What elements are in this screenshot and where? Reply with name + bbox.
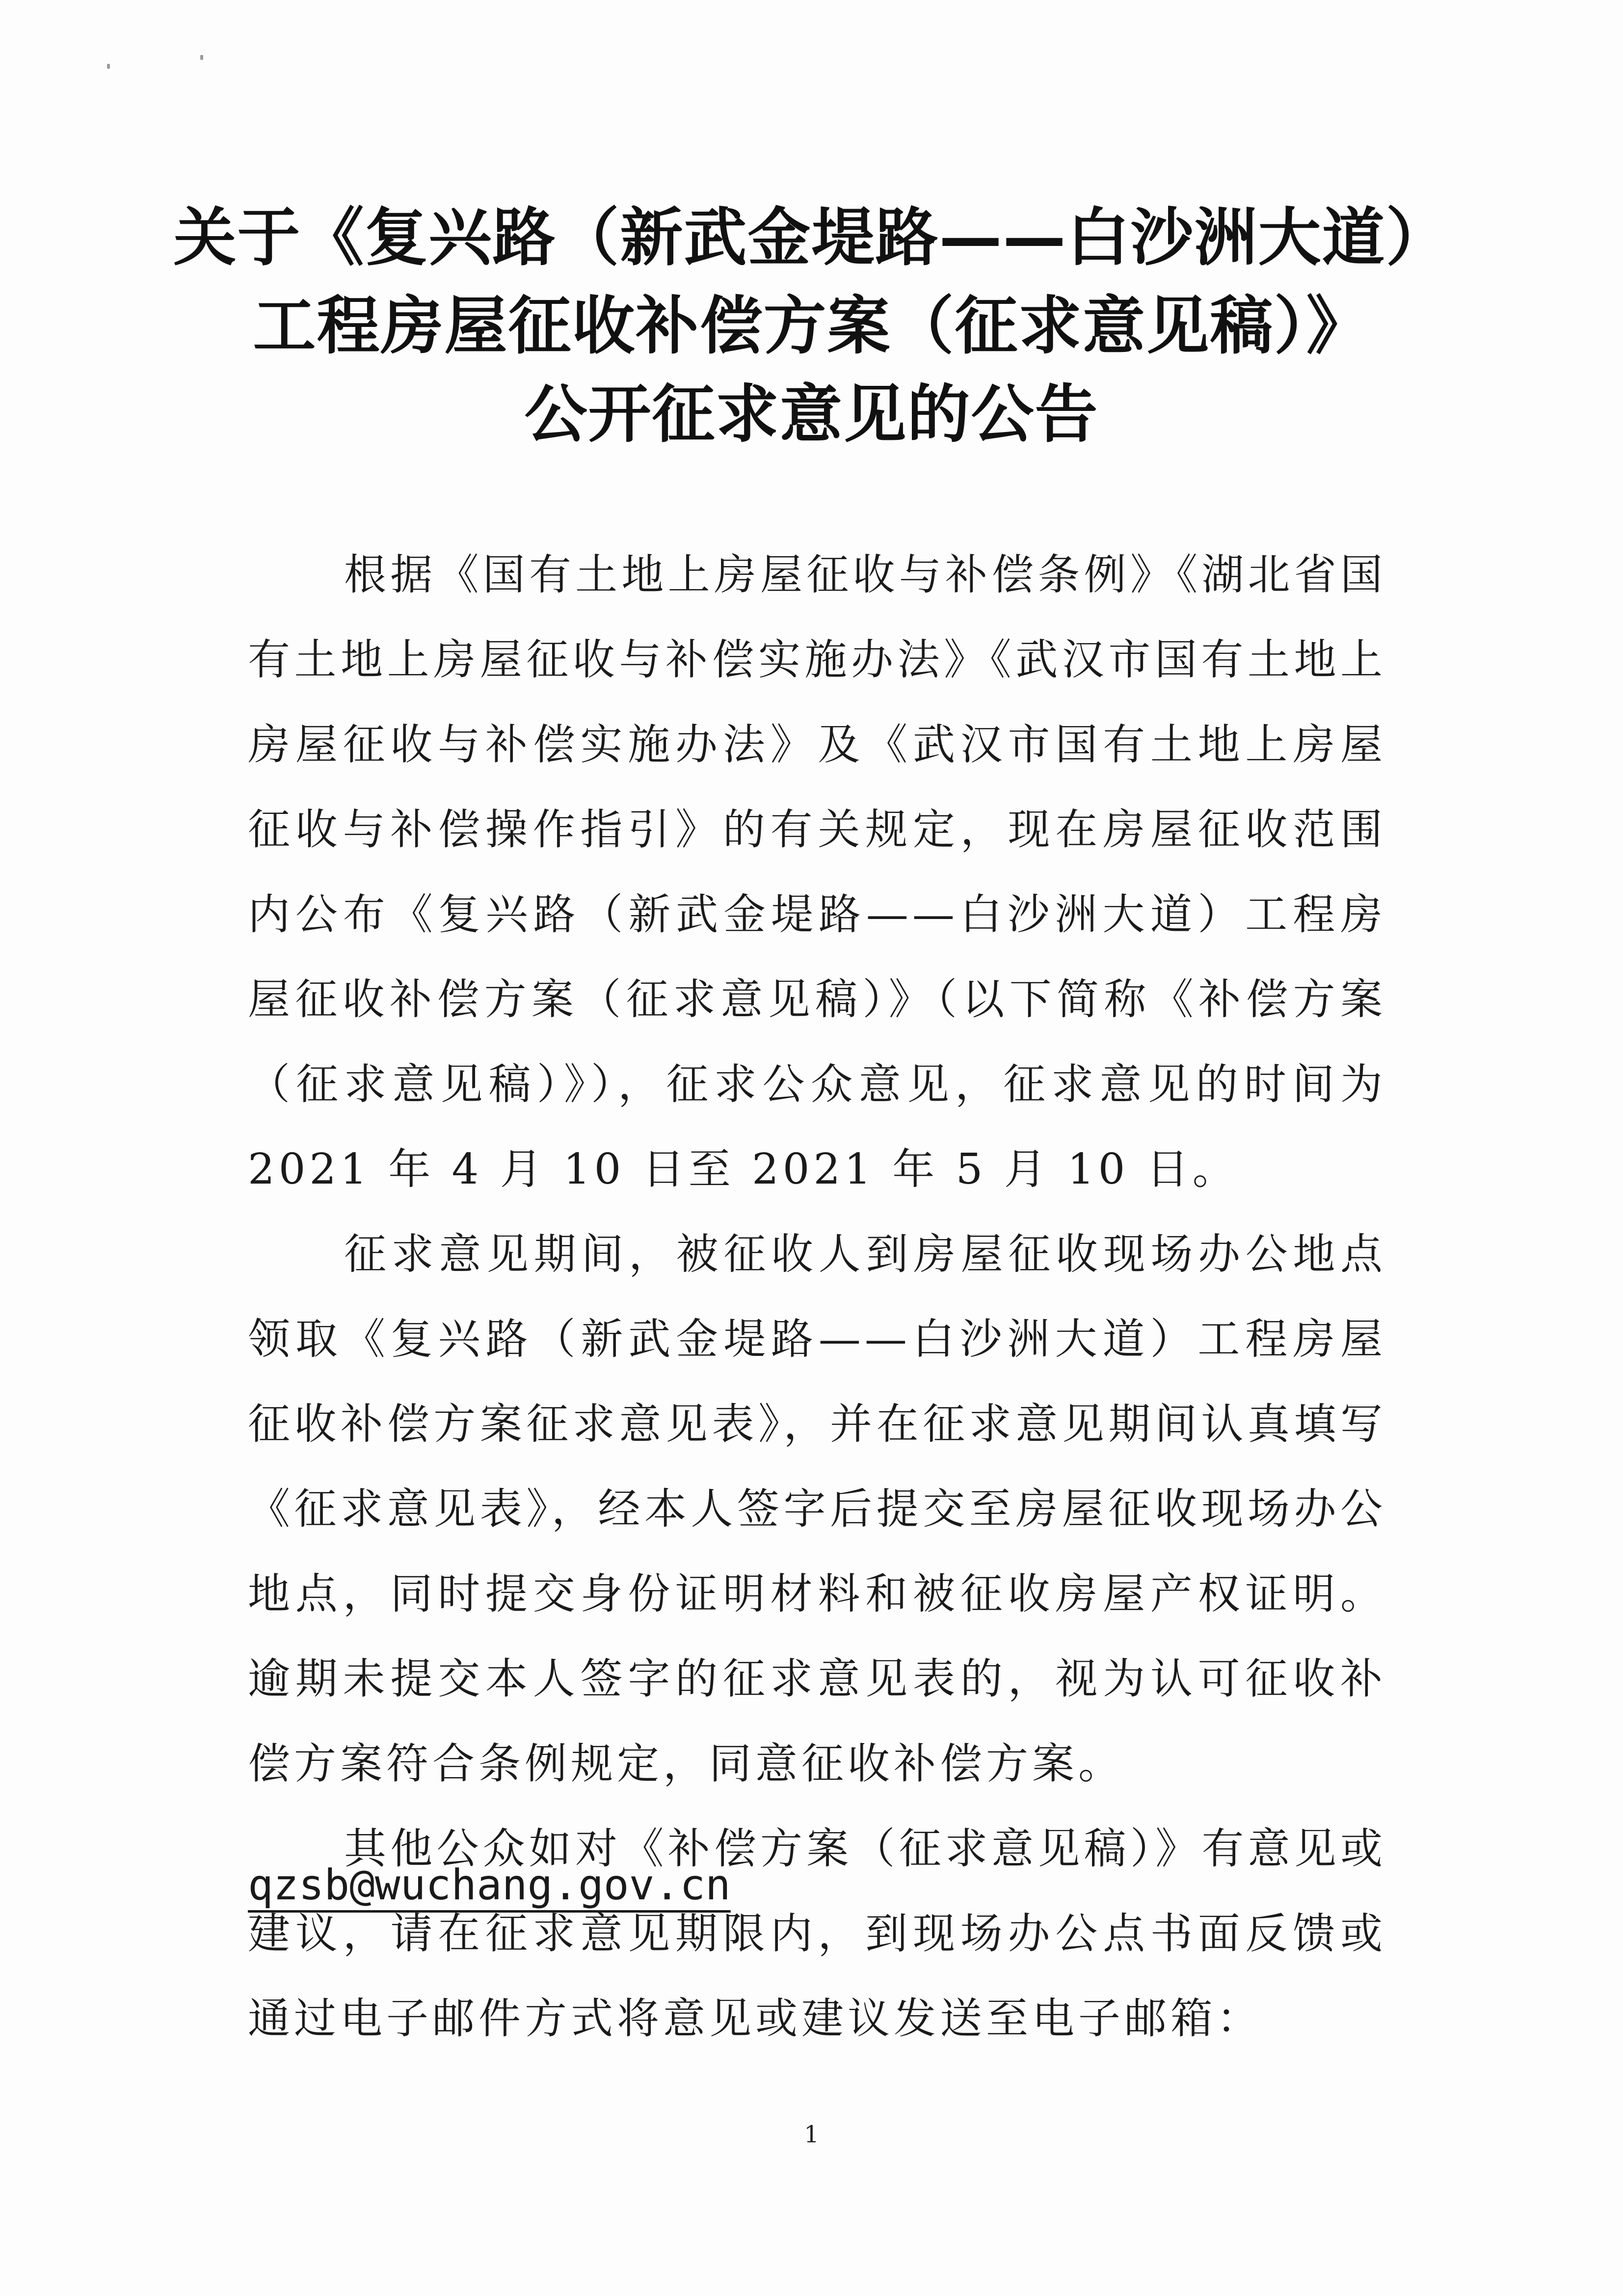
document-title-line-3: 公开征求意见的公告 [524, 378, 1099, 451]
page-number: 1 [804, 2121, 819, 2148]
document-body [248, 533, 1386, 2061]
paragraph-comment-procedure: 征求意见期间，被征收人到房屋征收现场办公地点领取《复兴路（新武金堤路——白沙洲大道）工程房屋征收补偿方案征求意见表》，并在征求意见期间认真填写《征求意见表》，经本人签字后提交至房屋征收现场办公地点，同时提交身份证明材料和被征收房屋产权证明。逾期未提交本人签字的征求意见表的，视为认可征收补偿方案符合条例规定，同意征收补偿方案。 [248, 1230, 1386, 1788]
email-address: qzsb@wuchang.gov.cn [248, 1861, 731, 1910]
scan-speck [107, 64, 110, 69]
document-title-line-2: 工程房屋征收补偿方案（征求意见稿）》 [253, 290, 1370, 363]
paragraph-legal-basis: 根据《国有土地上房屋征收与补偿条例》《湖北省国有土地上房屋征收与补偿实施办法》《武汉市国有土地上房屋征收与补偿实施办法》及《武汉市国有土地上房屋征收与补偿操作指引》的有关规定，现在房屋征收范围内公布《复兴路（新武金堤路——白沙洲大道）工程房屋征收补偿方案（征求意见稿）》（以下简称《补偿方案（征求意见稿）》），征求公众意见，征求意见的时间为 2021 年 4 月 10 日至 2021 年 5 月 10 日。 [248, 550, 1386, 1194]
document-title-line-1: 关于《复兴路（新武金堤路——白沙洲大道） [173, 201, 1450, 274]
paragraph-public-feedback: 其他公众如对《补偿方案（征求意见稿）》有意见或建议，请在征求意见期限内，到现场办公点书面反馈或通过电子邮件方式将意见或建议发送至电子邮箱： [248, 1824, 1386, 2043]
scan-speck [200, 55, 203, 60]
